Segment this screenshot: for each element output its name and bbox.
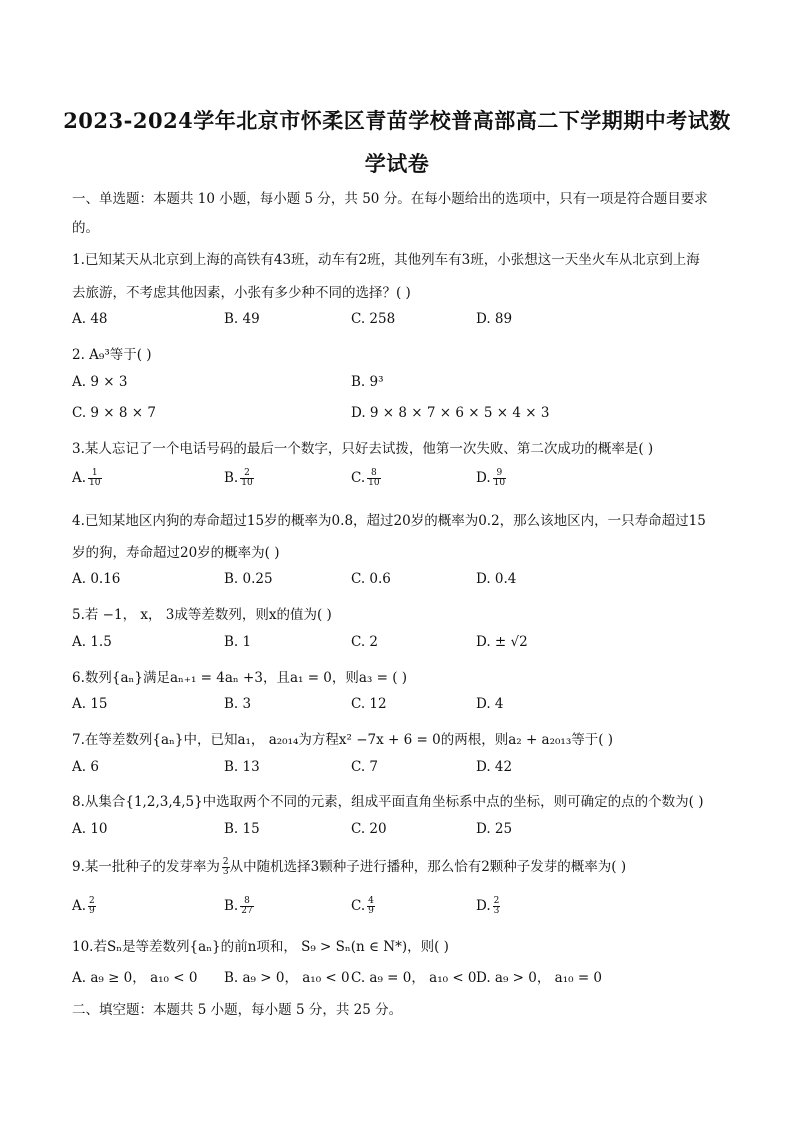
section2-heading: 二、填空题：本题共 5 小题，每小题 5 分，共 25 分。 [72,1002,403,1018]
q1-stem-line1: 1.已知某天从北京到上海的高铁有43班，动车有2班，其他列车有3班，小张想这一天坐火车从北京到上海 [72,252,700,268]
q9-option-b-label: B. [224,898,239,914]
q8-options [72,821,732,839]
q8-option-c: C. 20 [351,821,387,837]
q9-option-b-numerator: 8 [240,897,253,907]
q9-stem-denominator: 3 [222,867,229,877]
q2-option-c: C. 9 × 8 × 7 [72,405,156,421]
q7-option-d: D. 42 [476,759,513,775]
q10-option-c: C. a₉ = 0， a₁₀ < 0 [351,970,477,986]
q9-option-d-denominator: 3 [493,906,500,916]
q6-stem: 6.数列{aₙ}满足aₙ₊₁ = 4aₙ +3，且a₁ = 0，则a₃ = ( ) [72,670,408,686]
q8-option-b: B. 15 [224,821,260,837]
q1-stem-line2: 去旅游，不考虑其他因素，小张有多少种不同的选择？( ) [72,285,411,301]
q9-option-d [476,897,500,916]
q4-option-d: D. 0.4 [476,571,517,587]
q6-option-c: C. 12 [351,696,387,712]
q10-options [72,966,732,984]
q3-option-c-denominator: 10 [368,478,380,488]
q9-option-c-numerator: 4 [368,896,374,906]
q10-option-a: A. a₉ ≥ 0， a₁₀ < 0 [72,970,198,986]
q3-option-c [351,469,381,488]
q5-option-b: B. 1 [224,634,252,650]
q9-option-c-denominator: 9 [368,906,374,916]
section1-heading-line1: 一、单选题：本题共 10 小题，每小题 5 分，共 50 分。在每小题给出的选项中，只有一项是符合题目要求 [72,191,708,207]
q9-stem-after: 从中随机选择3颗种子进行播种，那么恰有2颗种子发芽的概率为( ) [229,859,627,875]
q9-options [72,897,732,919]
q6-option-b: B. 3 [224,696,252,712]
q9-option-a-numerator: 2 [89,896,95,906]
q9-option-a-label: A. [72,898,87,914]
q3-option-a [72,469,102,488]
q7-option-b: B. 13 [224,759,260,775]
q3-option-c-fraction [367,469,380,488]
q9-option-d-fraction [493,897,501,916]
q9-stem-before: 9.某一批种子的发芽率为 [72,859,220,875]
q5-options [72,634,732,652]
q3-option-a-label: A. [72,470,87,486]
q4-stem-line2: 岁的狗，寿命超过20岁的概率为( ) [72,545,280,561]
q7-option-c: C. 7 [351,759,379,775]
q2-options-row2 [72,405,732,423]
q9-option-c-label: C. [351,898,366,914]
q3-option-b-fraction [240,469,253,488]
q3-option-a-numerator: 1 [88,469,101,479]
q9-stem-fraction [222,858,230,877]
q6-options [72,696,732,714]
q3-option-c-label: C. [351,470,366,486]
q9-stem [72,855,732,877]
q2-option-d: D. 9 × 8 × 7 × 6 × 5 × 4 × 3 [351,405,550,421]
q9-option-d-numerator: 2 [493,896,500,906]
q3-option-d-numerator: 9 [493,469,506,479]
q10-stem: 10.若Sₙ是等差数列{aₙ}的前n项和， S₉ > Sₙ(n ∈ N*)，则( ) [72,939,449,955]
q9-option-b [224,897,254,916]
q1-option-a: A. 48 [72,311,108,327]
q3-option-b-numerator: 2 [240,469,253,479]
q2-option-b: B. 9³ [351,374,384,390]
q9-stem-numerator: 2 [222,857,229,867]
q3-option-b-label: B. [224,470,239,486]
q3-option-b [224,469,254,488]
q3-options [72,469,732,491]
q10-option-d: D. a₉ > 0， a₁₀ = 0 [476,970,603,986]
q4-option-c: C. 0.6 [351,571,391,587]
q4-option-b: B. 0.25 [224,571,273,587]
q1-option-b: B. 49 [224,311,260,327]
q8-stem: 8.从集合{1,2,3,4,5}中选取两个不同的元素，组成平面直角坐标系中点的坐标，则可确定的点的个数为( ) [72,794,704,810]
q10-option-b: B. a₉ > 0， a₁₀ < 0 [224,970,350,986]
q9-option-c-fraction [367,897,375,916]
q3-option-d-denominator: 10 [493,478,506,488]
q3-option-d-fraction [493,469,506,488]
q9-option-a-denominator: 9 [89,906,95,916]
q3-option-d-label: D. [476,470,491,486]
q7-option-a: A. 6 [72,759,99,775]
q9-option-a [72,897,96,916]
q3-option-c-numerator: 8 [367,469,380,479]
q3-option-b-denominator: 10 [241,478,253,488]
exam-title-line2: 学试卷 [364,151,430,176]
q1-option-c: C. 258 [351,311,396,327]
q9-option-b-fraction [240,897,253,916]
q9-option-d-label: D. [476,898,491,914]
q1-option-d: D. 89 [476,311,513,327]
q2-option-a: A. 9 × 3 [72,374,128,390]
q3-option-a-fraction [88,469,101,488]
q9-option-c [351,897,375,916]
q4-option-a: A. 0.16 [72,571,121,587]
q5-option-d: D. ± √2 [476,634,528,650]
section1-heading-line2: 的。 [72,220,99,236]
q9-option-b-denominator: 27 [241,906,253,916]
q1-options [72,311,732,329]
q3-option-d [476,469,506,488]
q4-options [72,571,732,589]
q3-stem: 3.某人忘记了一个电话号码的最后一个数字，只好去试拨，他第一次失败、第二次成功的概率是( ) [72,441,654,457]
q2-stem: 2. A₉³等于( ) [72,347,152,363]
q4-stem-line1: 4.已知某地区内狗的寿命超过15岁的概率为0.8，超过20岁的概率为0.2，那么该地区内，一只寿命超过15 [72,513,706,529]
q3-option-a-denominator: 10 [89,478,101,488]
q6-option-a: A. 15 [72,696,108,712]
q7-options [72,759,732,777]
exam-title-line1: 2023-2024学年北京市怀柔区青苗学校普高部高二下学期期中考试数 [63,108,731,133]
q5-option-c: C. 2 [351,634,379,650]
q6-option-d: D. 4 [476,696,504,712]
q5-option-a: A. 1.5 [72,634,112,650]
q9-option-a-fraction [88,897,96,916]
q2-options-row1 [72,374,732,392]
q8-option-a: A. 10 [72,821,108,837]
q8-option-d: D. 25 [476,821,513,837]
q5-stem: 5.若 −1， x， 3成等差数列，则x的值为( ) [72,607,332,623]
q7-stem: 7.在等差数列{aₙ}中，已知a₁， a₂₀₁₄为方程x² −7x + 6 = 0的两根，则a₂ + a₂₀₁₃等于( ) [72,732,614,748]
